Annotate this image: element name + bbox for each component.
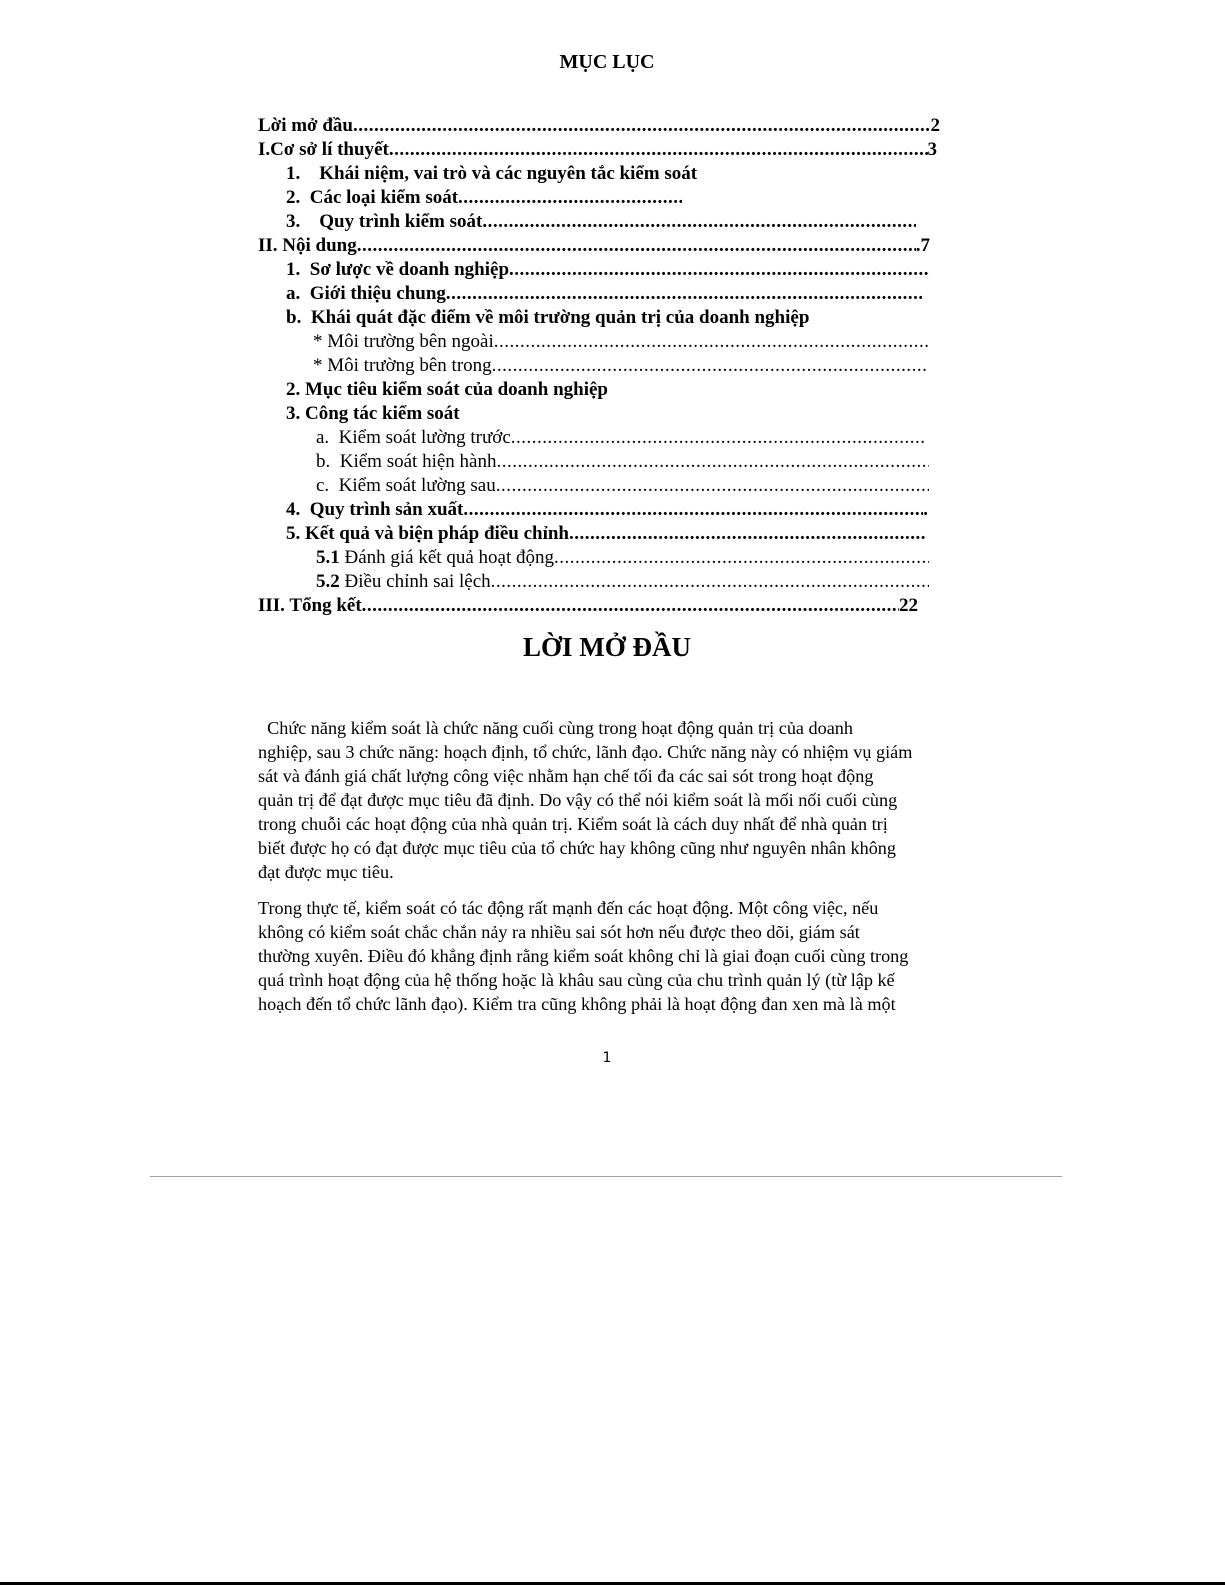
toc-entry-text: 1. Khái niệm, vai trò và các nguyên tắc kiểm soát <box>286 163 698 184</box>
toc-entry-text: II. Nội dung <box>258 235 357 256</box>
toc-entry-label <box>316 570 491 594</box>
toc-dot-leader <box>357 234 916 258</box>
toc-entry[interactable] <box>316 570 929 594</box>
toc-entry-text: I.Cơ sở lí thuyết <box>258 139 389 160</box>
toc-page-number: . <box>923 499 928 520</box>
toc-entry-text: * Môi trường bên ngoài <box>313 331 494 352</box>
toc-title: MỤC LỤC <box>559 51 655 73</box>
toc-entry-text: 5. Kết quả và biện pháp điều chỉnh <box>286 523 569 544</box>
toc-entry[interactable] <box>316 450 929 474</box>
toc-entry[interactable] <box>286 378 608 402</box>
toc-entry-text: c. Kiểm soát lường sau <box>316 475 496 496</box>
toc-entry[interactable] <box>286 522 926 546</box>
toc-dot-leader <box>446 282 922 306</box>
paragraph-line: quản trị để đạt được mục tiêu đã định. Do vậy có thể nói kiểm soát là mối nối cuối cùng <box>258 790 898 810</box>
page-separator <box>150 1176 1062 1177</box>
paragraph-line: hoạch đến tổ chức lãnh đạo). Kiểm tra cũng không phải là hoạt động đan xen mà là một <box>258 994 896 1014</box>
toc-entry-label <box>316 546 554 570</box>
toc-entry-number: 5.1 <box>316 547 340 568</box>
toc-entry[interactable] <box>286 282 922 306</box>
paragraph-line: biết được họ có đạt được mục tiêu của tổ chức hay không cũng như nguyên nhân không <box>258 838 896 858</box>
toc-entry-label <box>286 186 458 210</box>
toc-entry-text: a. Giới thiệu chung <box>286 283 446 304</box>
toc-entry-text: * Môi trường bên trong <box>313 355 492 376</box>
toc-entry-text: III. Tổng kết <box>258 595 362 616</box>
paragraph-line: Chức năng kiểm soát là chức năng cuối cùng trong hoạt động quản trị của doanh <box>258 718 853 738</box>
toc-dot-leader <box>389 138 928 162</box>
toc-entry[interactable] <box>316 546 929 570</box>
page-number: 1 <box>602 1050 612 1066</box>
toc-entry-label <box>313 354 492 378</box>
toc-entry-text: b. Kiểm soát hiện hành <box>316 451 497 472</box>
toc-dot-leader <box>463 498 923 522</box>
toc-page-number: .7 <box>915 235 930 256</box>
toc-dot-leader <box>492 354 928 378</box>
toc-entry-label <box>286 378 608 402</box>
toc-entry[interactable] <box>286 306 809 330</box>
toc-entry-text: Điều chỉnh sai lệch <box>339 571 491 592</box>
toc-dot-leader <box>491 570 929 594</box>
toc-entry[interactable] <box>313 330 930 354</box>
toc-entry-label <box>286 498 463 522</box>
toc-dot-leader <box>362 594 899 618</box>
toc-entry-label <box>286 306 809 330</box>
paragraph-line: sát và đánh giá chất lượng công việc nhằm hạn chế tối đa các sai sót trong hoạt động <box>258 766 874 786</box>
toc-page-number: 22 <box>899 595 918 616</box>
paragraph-line: nghiệp, sau 3 chức năng: hoạch định, tổ chức, lãnh đạo. Chức năng này có nhiệm vụ giám <box>258 742 913 762</box>
toc-entry-text: Đánh giá kết quả hoạt động <box>339 547 554 568</box>
toc-entry-label <box>286 522 569 546</box>
toc-entry[interactable] <box>258 114 940 138</box>
toc-dot-leader <box>496 474 929 498</box>
toc-entry[interactable] <box>286 162 697 186</box>
toc-page-number: 2 <box>930 115 940 136</box>
toc-entry-text: 3. Quy trình kiểm soát <box>286 211 483 232</box>
toc-entry-label <box>316 474 496 498</box>
toc-entry-label <box>258 594 362 618</box>
toc-entry[interactable] <box>313 354 928 378</box>
toc-entry[interactable] <box>258 138 937 162</box>
toc-entry[interactable] <box>258 234 930 258</box>
toc-entry-text: 1. Sơ lược về doanh nghiệp <box>286 259 510 280</box>
intro-heading: LỜI MỞ ĐẦU <box>523 632 691 662</box>
toc-entry-number: 5.2 <box>316 571 340 592</box>
toc-entry-label <box>316 450 496 474</box>
toc-entry-label <box>313 330 494 354</box>
toc-entry-label <box>286 258 509 282</box>
toc-entry-label <box>258 138 389 162</box>
toc-entry-text: 3. Công tác kiểm soát <box>286 403 460 424</box>
toc-entry[interactable] <box>286 186 682 210</box>
toc-dot-leader <box>496 450 929 474</box>
toc-dot-leader <box>554 546 929 570</box>
toc-dot-leader <box>482 210 916 234</box>
toc-entry-label <box>286 162 697 186</box>
toc-entry-text: b. Khái quát đặc điểm về môi trường quản trị của doanh nghiệp <box>286 307 810 328</box>
toc-entry-label <box>286 210 482 234</box>
toc-dot-leader <box>494 330 930 354</box>
toc-entry-label <box>286 402 460 426</box>
toc-entry[interactable] <box>286 402 460 426</box>
toc-entry-label <box>316 426 511 450</box>
toc-entry-text: Lời mở đầu <box>258 115 353 136</box>
toc-page-number: 3 <box>927 139 937 160</box>
paragraph-line: Trong thực tế, kiểm soát có tác động rất mạnh đến các hoạt động. Một công việc, nếu <box>258 898 879 918</box>
toc-dot-leader <box>509 258 930 282</box>
toc-entry[interactable] <box>286 498 928 522</box>
toc-entry-text: 2. Các loại kiểm soát <box>286 187 459 208</box>
paragraph-line: thường xuyên. Điều đó khẳng định rằng kiểm soát không chỉ là giai đoạn cuối cùng trong <box>258 946 909 966</box>
toc-entry-text: 4. Quy trình sản xuất <box>286 499 464 520</box>
toc-dot-leader <box>353 114 931 138</box>
toc-dot-leader <box>458 186 682 210</box>
toc-entry[interactable] <box>316 474 929 498</box>
toc-entry-label <box>286 282 446 306</box>
paragraph-line: quá trình hoạt động của hệ thống hoặc là khâu sau cùng của chu trình quản lý (từ lập kế <box>258 970 895 990</box>
toc-dot-leader <box>569 522 926 546</box>
toc-entry-text: 2. Mục tiêu kiểm soát của doanh nghiệp <box>286 379 608 400</box>
toc-entry[interactable] <box>316 426 925 450</box>
paragraph-line: không có kiểm soát chắc chắn nảy ra nhiều sai sót hơn nếu được theo dõi, giám sát <box>258 922 860 942</box>
toc-entry[interactable] <box>286 210 916 234</box>
toc-entry[interactable] <box>258 594 918 618</box>
toc-entry[interactable] <box>286 258 930 282</box>
toc-dot-leader <box>511 426 925 450</box>
paragraph-line: trong chuỗi các hoạt động của nhà quản trị. Kiểm soát là cách duy nhất để nhà quản trị <box>258 814 888 834</box>
toc-entry-text: a. Kiểm soát lường trước <box>316 427 511 448</box>
toc-entry-label <box>258 114 353 138</box>
toc-entry-label <box>258 234 357 258</box>
paragraph-line: đạt được mục tiêu. <box>258 862 394 882</box>
